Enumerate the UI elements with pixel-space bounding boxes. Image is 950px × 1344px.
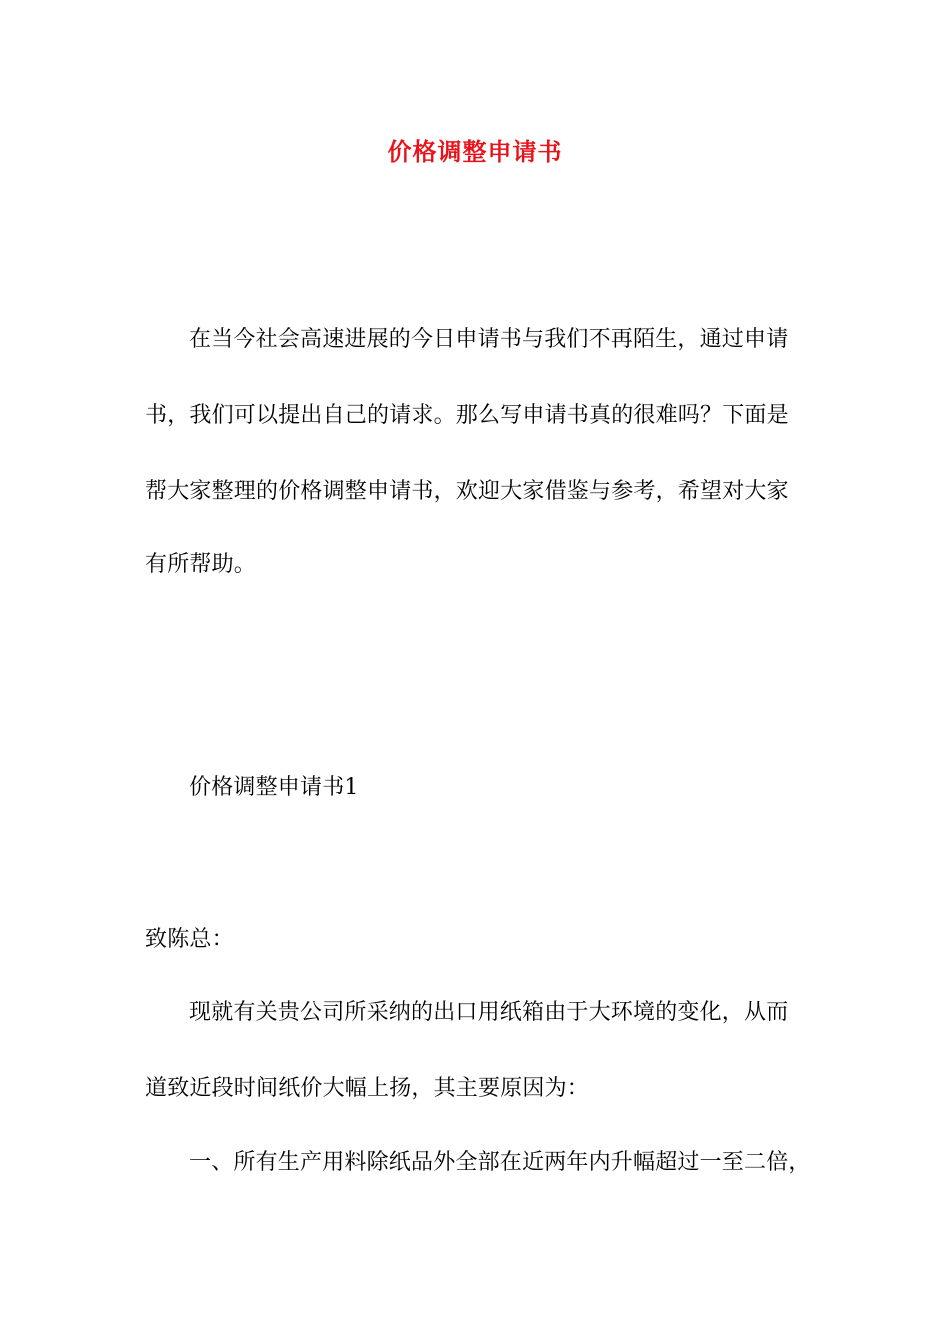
body-line-2: 道致近段时间纸价大幅上扬，其主要原因为： [145, 1076, 590, 1101]
section-heading: 价格调整申请书1 [189, 775, 359, 800]
intro-line-1: 在当今社会高速进展的今日申请书与我们不再陌生，通过申请 [189, 327, 789, 352]
salutation: 致陈总： [145, 927, 234, 952]
intro-line-2: 书，我们可以提出自己的请求。那么写申请书真的很难吗？下面是 [145, 403, 789, 428]
document-title: 价格调整申请书 [387, 137, 563, 166]
intro-line-3: 帮大家整理的价格调整申请书，欢迎大家借鉴与参考，希望对大家 [145, 479, 789, 504]
intro-line-4: 有所帮助。 [145, 552, 257, 577]
body-line-1: 现就有关贵公司所采纳的出口用纸箱由于大环境的变化，从而 [189, 1000, 789, 1025]
body-line-3: 一、所有生产用料除纸品外全部在近两年内升幅超过一至二倍， [189, 1150, 811, 1175]
